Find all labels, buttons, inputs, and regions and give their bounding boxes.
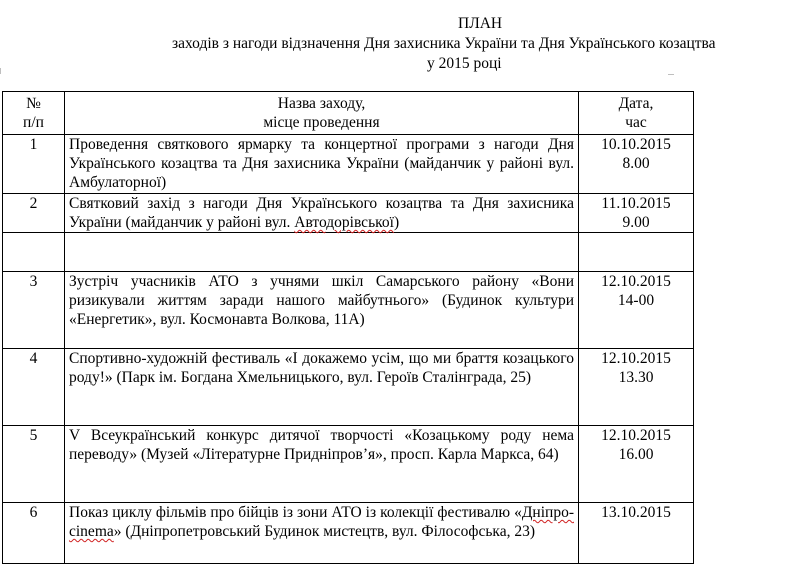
row-num: 6 [3, 503, 65, 564]
row-name: Зустріч учасників АТО з учнями шкіл Самарського району «Вони ризикували життям заради нашого майбутнього» (Будинок культури «Енергетик», вул. Космонавта Волкова, 11А) [65, 272, 579, 349]
row-name: Показ циклу фільмів про бійців із зони АТО із колекції фестивалю «Дніпро-cinema» (Дніпропетровський Будинок мистецтв, вул. Філософська, 23) [65, 503, 579, 564]
row-name: V Всеукраїнський конкурс дитячої творчості «Козацькому роду нема переводу» (Музей «Літературне Придніпров’я», просп. Карла Маркса, 64) [65, 426, 579, 503]
row-num: 5 [3, 426, 65, 503]
plan-subtitle: заходів з нагоди відзначення Дня захисника України та Дня Українського козацтва [172, 35, 716, 52]
row-date: 12.10.2015 16.00 [579, 426, 694, 503]
header-num: № п/п [3, 92, 65, 135]
row-name: Спортивно-художній фестиваль «І докажемо усім, що ми браття козацького роду!» (Парк ім. Богдана Хмельницького, вул. Героїв Сталінграда, 25) [65, 349, 579, 426]
events-table [2, 91, 694, 564]
row-name: Проведення святкового ярмарку та концертної програми з нагоди Дня Українського козацтва та Дня захисника України (майданчик у районі вул. Амбулаторної) [65, 135, 579, 194]
header-name: Назва заходу, місце проведення [65, 92, 579, 135]
row-date: 11.10.2015 9.00 [579, 194, 694, 233]
row-num: 2 [3, 194, 65, 233]
header-date: Дата, час [579, 92, 694, 135]
row-date: 10.10.2015 8.00 [579, 135, 694, 194]
row-num: 3 [3, 272, 65, 349]
table-row [3, 503, 694, 564]
plan-year: у 2015 році [427, 55, 502, 72]
table-row [3, 426, 694, 503]
row-date: 12.10.2015 14-00 [579, 272, 694, 349]
row-date: 13.10.2015 [579, 503, 694, 564]
margin-marker-left [0, 68, 1, 74]
misspelled-word: Автодорівської [294, 214, 394, 231]
margin-marker-right [668, 74, 674, 75]
table-row [3, 135, 694, 194]
table-row [3, 349, 694, 426]
row-date: 12.10.2015 13.30 [579, 349, 694, 426]
table-row-empty [3, 233, 694, 272]
table-header-row [3, 92, 694, 135]
row-num: 1 [3, 135, 65, 194]
table-row [3, 272, 694, 349]
row-name: Святковий захід з нагоди Дня Українського козацтва та Дня захисника України (майданчик у районі вул. Автодорівської) [65, 194, 579, 233]
misspelled-word: Дніпро-cinema [69, 504, 574, 540]
plan-title: ПЛАН [458, 15, 503, 32]
row-num: 4 [3, 349, 65, 426]
table-row [3, 194, 694, 233]
